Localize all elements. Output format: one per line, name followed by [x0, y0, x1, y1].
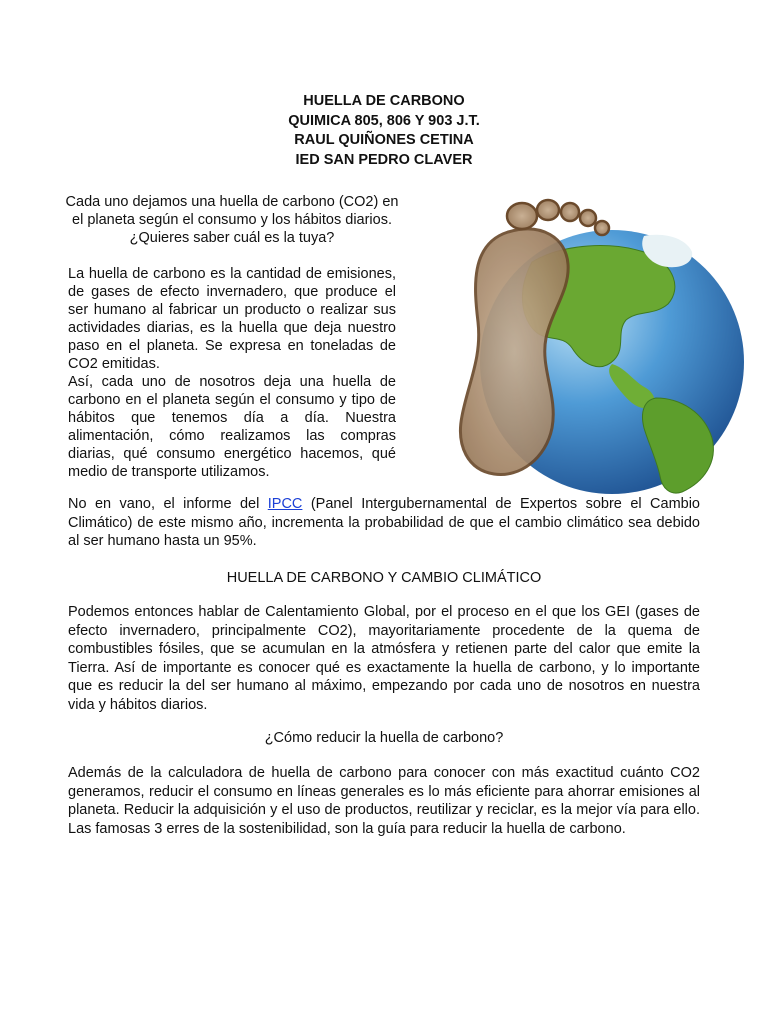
habits-paragraph: Así, cada uno de nosotros deja una huella de carbono en el planeta según el consumo y tipo de hábitos que tenemos día a día. Nuestra alimentación, cómo realizamos las compras diarias, qué consumo energético hacemos, qué medio de transporte utilizamos.: [68, 374, 396, 480]
intro-paragraph: Cada uno dejamos una huella de carbono (CO2) en el planeta según el consumo y los hábitos diarios. ¿Quieres saber cuál es la tuya?: [65, 194, 399, 246]
reduce-question-heading: ¿Cómo reducir la huella de carbono?: [264, 730, 504, 746]
definition-paragraph: La huella de carbono es la cantidad de emisiones, de gases de efecto invernadero, que produce el ser humano al fabricar un producto o realizar sus actividades diarias, es la huella que deja nuestro paso en el planeta. Se expresa en toneladas de CO2 emitidas.: [68, 266, 396, 372]
header-title: HUELLA DE CARBONO: [303, 93, 465, 109]
document-header: [0, 92, 768, 170]
ipcc-text-after: (Panel Intergubernamental de Expertos sobre el Cambio Climático) de este mismo año, incrementa la probabilidad de que el cambio climático sea debido al ser humano hasta un 95%.: [68, 496, 701, 550]
footprint-toe-4: [580, 210, 596, 226]
ipcc-link[interactable]: IPCC: [267, 496, 303, 512]
header-course: QUIMICA 805, 806 Y 903 J.T.: [288, 112, 480, 129]
definition-column: [68, 265, 396, 481]
footprint-toe-5: [595, 221, 609, 235]
header-school: IED SAN PEDRO CLAVER: [295, 151, 473, 168]
footprint-globe-illustration: [412, 192, 762, 502]
footprint-big-toe: [507, 203, 537, 229]
ipcc-paragraph: [68, 495, 700, 551]
header-author: RAUL QUIÑONES CETINA: [294, 132, 474, 148]
footprint-toe-2: [537, 200, 559, 220]
reduction-paragraph: Además de la calculadora de huella de carbono para conocer con más exactitud cuánto CO2 generamos, reducir el consumo en líneas generales es lo más eficiente para ahorrar emisiones al planeta. Reducir la adquisición y el uso de productos, reutilizar y reciclar, es la mejor vía para ello. Las famosas 3 erres de la sostenibilidad, son la guía para reducir la huella de carbono.: [68, 765, 700, 837]
ipcc-text-before: No en vano, el informe del: [68, 496, 268, 512]
footprint-toe-3: [561, 203, 579, 221]
section-heading: HUELLA DE CARBONO Y CAMBIO CLIMÁTICO: [226, 570, 542, 586]
global-warming-paragraph: Podemos entonces hablar de Calentamiento Global, por el proceso en el que los GEI (gases de efecto invernadero, principalmente CO2), mayoritariamente procedente de la quema de combustibles fósiles, que se acumulan en la atmósfera y retienen parte del calor que emite la Tierra. Así de importante es conocer qué es exactamente la huella de carbono, y lo importante que es reducir la del ser humano al máximo, empezando por cada uno de nosotros en nuestra vida y hábitos diarios.: [68, 604, 700, 713]
